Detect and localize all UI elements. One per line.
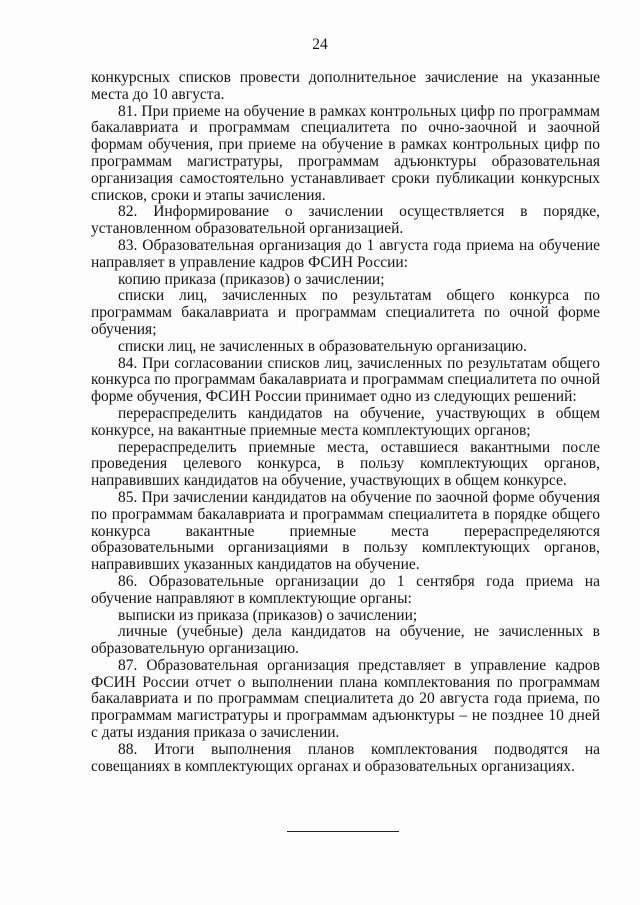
paragraph: 83. Образовательная организация до 1 августа года приема на обучение направляет в управление кадров ФСИН России:: [91, 236, 600, 271]
paragraph: копию приказа (приказов) о зачислении;: [118, 270, 385, 288]
paragraph: личные (учебные) дела кандидатов на обучение, не зачисленных в образовательную организацию.: [91, 623, 600, 658]
end-divider: [287, 831, 399, 832]
paragraph: конкурсных списков провести дополнительное зачисление на указанные места до 10 августа.: [91, 69, 600, 103]
paragraph: списки лиц, зачисленных по результатам общего конкурса по программам бакалавриата и программам специалитета по очной форме обучения;: [91, 287, 600, 338]
paragraph: 81. При приеме на обучение в рамках контрольных цифр по программам бакалавриата и программам специалитета по очно-заочной и заочной формам обучения, при приеме на обучение в рамках контрольных цифр по программам магистратуры, программам адъюнктуры образовательная организация самостоятельно устанавливает сроки публикации конкурсных списков, сроки и этапы зачисления.: [91, 102, 600, 204]
paragraph: перераспределить приемные места, оставшиеся вакантными после проведения целевого конкурса, в пользу комплектующих органов, направивших кандидатов на обучение, участвующих в общем конкурсе.: [91, 438, 600, 490]
paragraph: 82. Информирование о зачислении осуществляется в порядке, установленном образовательной организацией.: [91, 203, 600, 238]
paragraph: 84. При согласовании списков лиц, зачисленных по результатам общего конкурса по программам бакалавриата и программам специалитета по очной форме обучения, ФСИН России принимает одно из следующих решений:: [91, 354, 600, 406]
paragraph: выписки из приказа (приказов) о зачислении;: [118, 606, 418, 624]
document-body: [91, 70, 600, 775]
paragraph: 87. Образовательная организация представляет в управление кадров ФСИН России отчет о выполнении плана комплектования по программам бакалавриата и по программам специалитета до 20 августа года приема, по программам магистратуры и программам адъюнктуры – не позднее 10 дней с даты издания приказа о зачислении.: [91, 656, 600, 742]
paragraph: списки лиц, не зачисленных в образовательную организацию.: [118, 337, 527, 355]
page-number: 24: [312, 36, 328, 53]
paragraph: 88. Итоги выполнения планов комплектования подводятся на совещаниях в комплектующих органах и образовательных организациях.: [91, 740, 600, 775]
paragraph: 86. Образовательные организации до 1 сентября года приема на обучение направляют в комплектующие органы:: [91, 572, 600, 607]
paragraph: 85. При зачислении кандидатов на обучение по заочной форме обучения по программам бакалавриата и программам специалитета в порядке общего конкурса вакантные приемные места перераспределяются образовательными организациями в пользу комплектующих органов, направивших указанных кандидатов на обучение.: [91, 488, 600, 574]
paragraph: перераспределить кандидатов на обучение, участвующих в общем конкурсе, на вакантные приемные места комплектующих органов;: [91, 404, 600, 439]
